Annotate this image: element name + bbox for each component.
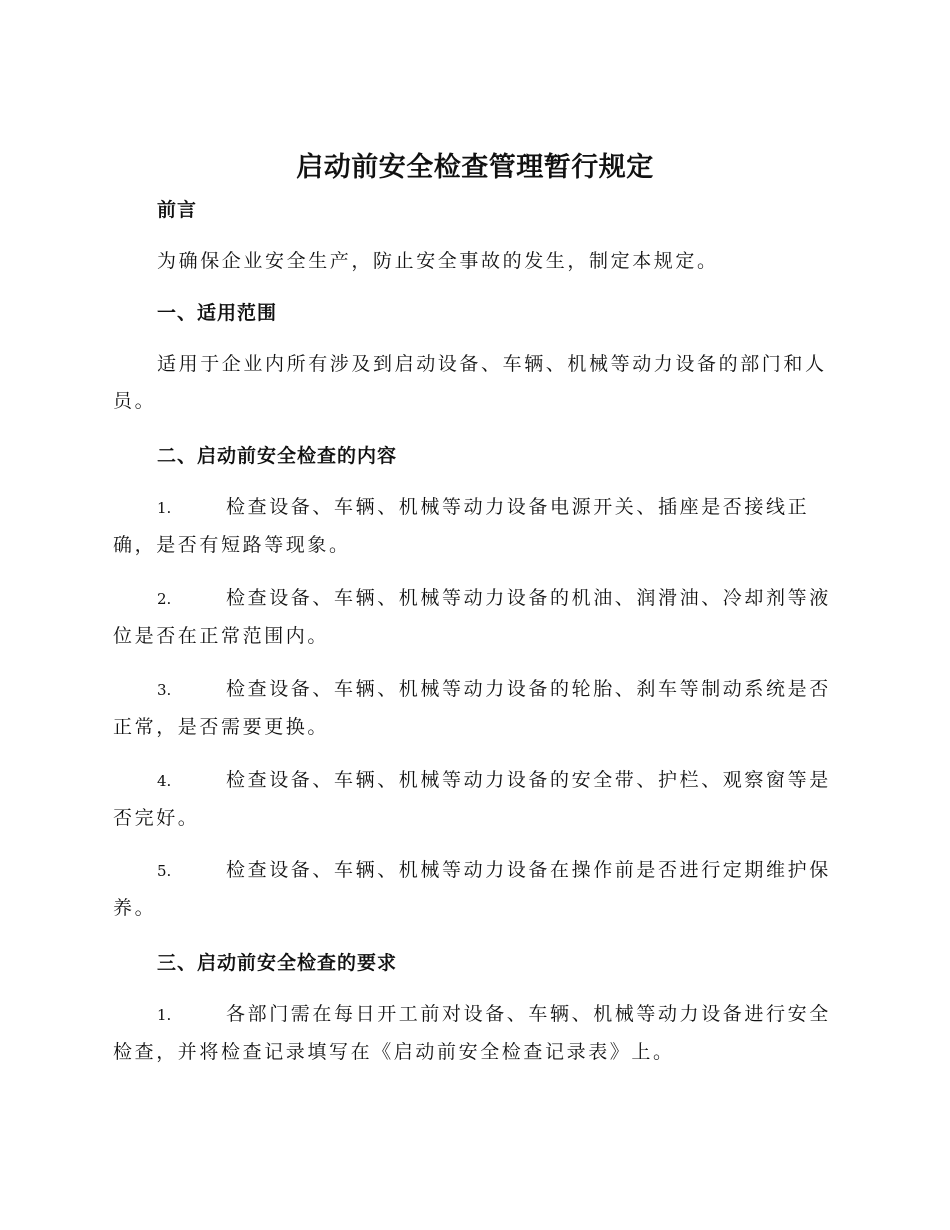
list-item-text: 检查设备、车辆、机械等动力设备在操作前是否进行定期维护保养。 (113, 859, 831, 919)
preface-heading: 前言 (157, 199, 198, 221)
preface-text: 为确保企业安全生产，防止安全事故的发生，制定本规定。 (157, 250, 719, 272)
list-item-text: 各部门需在每日开工前对设备、车辆、机械等动力设备进行安全检查，并将检查记录填写在《启动前安全检查记录表》上。 (113, 1003, 831, 1063)
list-item-text: 检查设备、车辆、机械等动力设备的安全带、护栏、观察窗等是否完好。 (113, 769, 831, 829)
list-item-number: 1. (157, 1006, 172, 1024)
section-heading-check-requirements: 三、启动前安全检查的要求 (157, 952, 398, 974)
list-item (113, 671, 833, 746)
section-heading-scope: 一、适用范围 (157, 302, 278, 324)
list-item-number: 2. (157, 590, 172, 608)
list-item-text: 检查设备、车辆、机械等动力设备电源开关、插座是否接线正确，是否有短路等现象。 (113, 496, 810, 556)
section-heading-check-content: 二、启动前安全检查的内容 (157, 445, 398, 467)
list-item-text: 检查设备、车辆、机械等动力设备的机油、润滑油、冷却剂等液位是否在正常范围内。 (113, 587, 831, 647)
list-item (113, 996, 833, 1071)
list-item (113, 852, 833, 927)
list-item (113, 762, 833, 837)
list-item-number: 1. (157, 499, 172, 517)
document-title: 启动前安全检查管理暂行规定 (296, 152, 654, 183)
list-item-number: 5. (157, 862, 172, 880)
list-item-number: 3. (157, 681, 172, 699)
list-item (113, 580, 833, 655)
list-item-text: 检查设备、车辆、机械等动力设备的轮胎、刹车等制动系统是否正常，是否需要更换。 (113, 678, 831, 738)
scope-text: 适用于企业内所有涉及到启动设备、车辆、机械等动力设备的部门和人员。 (113, 353, 827, 412)
list-item (113, 489, 833, 564)
list-item-number: 4. (157, 772, 172, 790)
